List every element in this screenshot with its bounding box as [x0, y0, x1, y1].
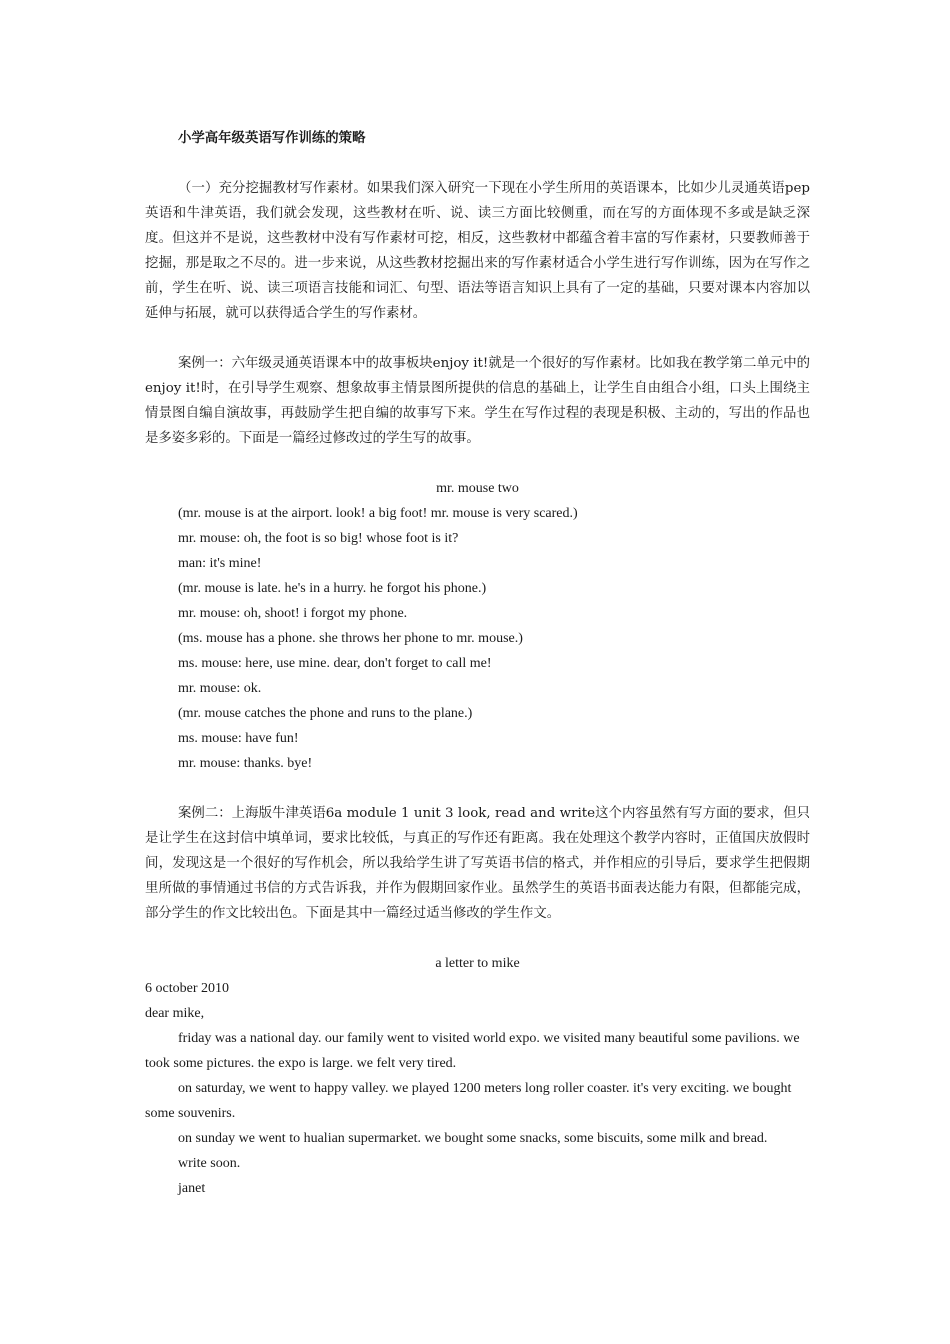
document-title: 小学高年级英语写作训练的策略 [178, 131, 366, 146]
letter-paragraph: friday was a national day. our family went to visited world expo. we visited many beautiful some pavilions. we took some pictures. the expo is large. we felt very tired. [145, 1031, 800, 1071]
letter-date: 6 october 2010 [145, 981, 229, 996]
story-body [145, 501, 810, 776]
story-line: mr. mouse: ok. [178, 681, 262, 696]
story-line: man: it's mine! [178, 556, 262, 571]
letter-closing: write soon. [178, 1156, 241, 1171]
story-line: mr. mouse: thanks. bye! [178, 756, 313, 771]
story-line: mr. mouse: oh, shoot! i forgot my phone. [178, 606, 408, 621]
document-page [145, 126, 810, 1201]
story-line: (mr. mouse catches the phone and runs to the plane.) [178, 706, 473, 721]
story-line: ms. mouse: here, use mine. dear, don't forget to call me! [178, 656, 492, 671]
story-line: (mr. mouse is late. he's in a hurry. he forgot his phone.) [178, 581, 487, 596]
letter-title: a letter to mike [435, 956, 520, 971]
letter-signature: janet [178, 1181, 206, 1196]
story-title: mr. mouse two [436, 481, 519, 496]
intro-paragraph: （一）充分挖掘教材写作素材。如果我们深入研究一下现在小学生所用的英语课本，比如少儿灵通英语pep英语和牛津英语，我们就会发现，这些教材在听、说、读三方面比较侧重，而在写的方面体现不多或是缺乏深度。但这并不是说，这些教材中没有写作素材可挖，相反，这些教材中都蕴含着丰富的写作素材，只要教师善于挖掘，那是取之不尽的。进一步来说，从这些教材挖掘出来的写作素材适合小学生进行写作训练，因为在写作之前，学生在听、说、读三项语言技能和词汇、句型、语法等语言知识上具有了一定的基础，只要对课本内容加以延伸与拓展，就可以获得适合学生的写作素材。 [145, 181, 810, 321]
letter-greeting: dear mike, [145, 1006, 205, 1021]
story-line: ms. mouse: have fun! [178, 731, 299, 746]
letter-body [145, 976, 810, 1201]
story-line: mr. mouse: oh, the foot is so big! whose foot is it? [178, 531, 459, 546]
letter-paragraph: on sunday we went to hualian supermarket. we bought some snacks, some biscuits, some milk and bread. [178, 1131, 768, 1146]
case-one-paragraph: 案例一：六年级灵通英语课本中的故事板块enjoy it!就是一个很好的写作素材。比如我在教学第二单元中的enjoy it!时，在引导学生观察、想象故事主情景图所提供的信息的基础上，让学生自由组合小组，口头上围绕主情景图自编自演故事，再鼓励学生把自编的故事写下来。学生在写作过程的表现是积极、主动的，写出的作品也是多姿多彩的。下面是一篇经过修改过的学生写的故事。 [145, 356, 810, 446]
story-line: (mr. mouse is at the airport. look! a big foot! mr. mouse is very scared.) [178, 506, 578, 521]
letter-paragraph: on saturday, we went to happy valley. we played 1200 meters long roller coaster. it's very exciting. we bought some souvenirs. [145, 1081, 792, 1121]
story-line: (ms. mouse has a phone. she throws her phone to mr. mouse.) [178, 631, 523, 646]
case-two-paragraph: 案例二：上海版牛津英语6a module 1 unit 3 look, read and write这个内容虽然有写方面的要求，但只是让学生在这封信中填单词，要求比较低，与真正的写作还有距离。我在处理这个教学内容时，正值国庆放假时间，发现这是一个很好的写作机会，所以我给学生讲了写英语书信的格式，并作相应的引导后，要求学生把假期里所做的事情通过书信的方式告诉我，并作为假期回家作业。虽然学生的英语书面表达能力有限，但都能完成，部分学生的作文比较出色。下面是其中一篇经过适当修改的学生作文。 [145, 806, 810, 921]
